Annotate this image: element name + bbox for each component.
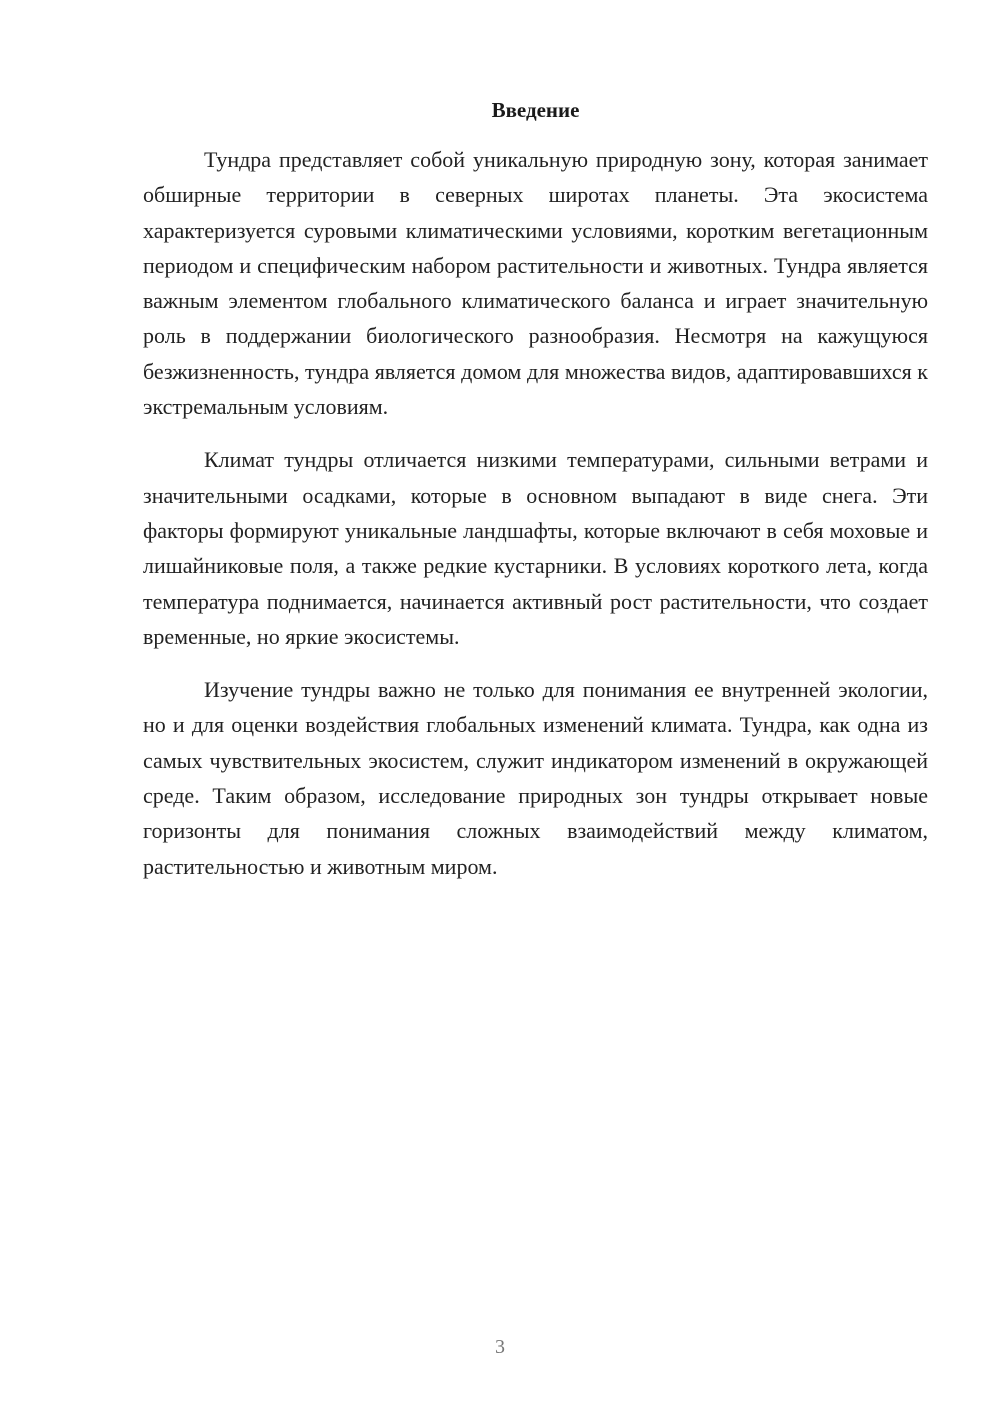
page-number: 3 xyxy=(495,1336,505,1358)
paragraph-intro: Тундра представляет собой уникальную природную зону, которая занимает обширные территории в северных широтах планеты. Эта экосистема характеризуется суровыми климатическими условиями, коротким вегетационным периодом и специфическим набором растительности и животных. Тундра является важным элементом глобального климатического баланса и играет значительную роль в поддержании биологического разнообразия. Несмотря на кажущуюся безжизненность, тундра является домом для множества видов, адаптировавшихся к экстремальным условиям. xyxy=(143,147,928,420)
paragraph-climate: Климат тундры отличается низкими температурами, сильными ветрами и значительными осадками, которые в основном выпадают в виде снега. Эти факторы формируют уникальные ландшафты, которые включают в себя моховые и лишайниковые поля, а также редкие кустарники. В условиях короткого лета, когда температура поднимается, начинается активный рост растительности, что создает временные, но яркие экосистемы. xyxy=(143,447,928,649)
page-content xyxy=(143,95,928,902)
section-title: Введение xyxy=(491,98,580,122)
paragraph-study: Изучение тундры важно не только для понимания ее внутренней экологии, но и для оценки воздействия глобальных изменений климата. Тундра, как одна из самых чувствительных экосистем, служит индикатором изменений в окружающей среде. Таким образом, исследование природных зон тундры открывает новые горизонты для понимания сложных взаимодействий между климатом, растительностью и животным миром. xyxy=(143,677,928,879)
